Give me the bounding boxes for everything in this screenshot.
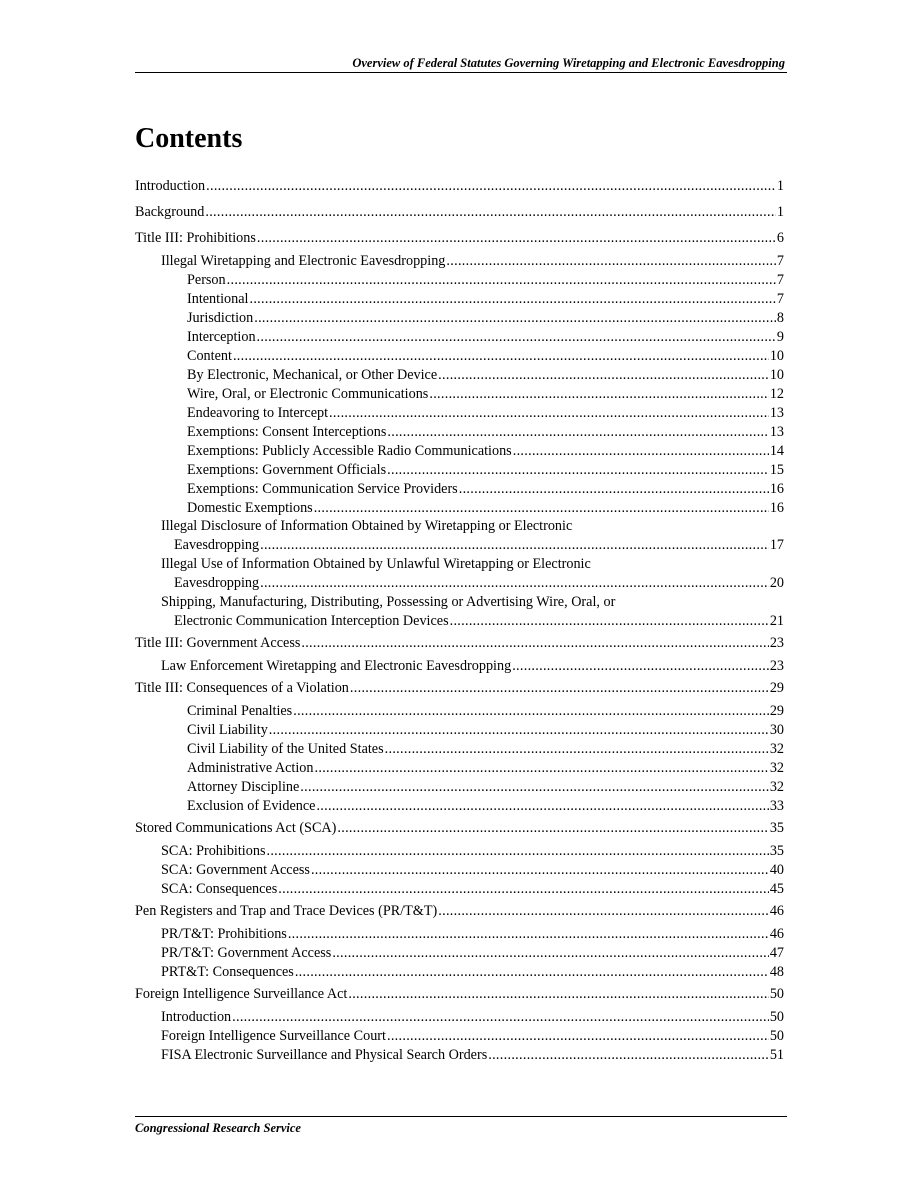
toc-entry-title-line1: Illegal Use of Information Obtained by Unlawful Wiretapping or Electronic [161,556,591,572]
toc-entry-title: Endeavoring to Intercept [187,405,329,421]
toc-entry[interactable] [135,203,784,221]
toc-entry-page: 50 [769,986,784,1002]
toc-entry-title: Exemptions: Government Officials [187,462,387,478]
toc-entry-page: 10 [769,367,784,383]
toc-entry[interactable] [135,347,784,365]
toc-leader-dots [337,819,768,837]
toc-entry[interactable] [135,880,784,898]
toc-leader-dots [512,657,769,675]
toc-entry[interactable] [135,902,784,920]
toc-leader-dots [233,347,769,365]
toc-leader-dots [446,252,776,270]
toc-entry[interactable] [135,290,784,308]
toc-leader-dots [314,499,769,517]
toc-entry-title: Wire, Oral, or Electronic Communications [187,386,429,402]
toc-entry-page: 48 [769,964,784,980]
toc-entry-page: 14 [769,443,784,459]
toc-leader-dots [227,271,776,289]
toc-entry-page: 16 [769,500,784,516]
toc-entry-page: 40 [769,862,784,878]
toc-leader-dots [459,480,769,498]
toc-entry-title: Content [187,348,232,364]
toc-leader-dots [348,985,768,1003]
toc-entry-title: Eavesdropping [174,575,260,591]
toc-entry[interactable] [135,385,784,403]
toc-entry-page: 23 [769,635,784,651]
toc-entry-page: 1 [776,204,784,220]
toc-entry-title: Exclusion of Evidence [187,798,316,814]
toc-leader-dots [429,385,768,403]
toc-entry-title: By Electronic, Mechanical, or Other Device [187,367,438,383]
toc-leader-dots [387,1027,769,1045]
toc-entry-title: PR/T&T: Prohibitions [161,926,287,942]
toc-leader-dots [249,290,775,308]
toc-entry[interactable] [135,612,784,630]
toc-leader-dots [450,612,769,630]
toc-entry[interactable] [135,1008,784,1026]
toc-leader-dots [205,203,776,221]
running-footer: Congressional Research Service [135,1121,301,1135]
toc-entry[interactable] [135,740,784,758]
toc-leader-dots [315,759,769,777]
toc-entry-page: 1 [776,178,784,194]
toc-entry-title: Civil Liability of the United States [187,741,384,757]
toc-entry[interactable] [135,404,784,422]
toc-entry[interactable] [135,861,784,879]
toc-entry-title: Civil Liability [187,722,268,738]
toc-entry-title: Foreign Intelligence Surveillance Act [135,986,348,1002]
toc-entry-page: 12 [769,386,784,402]
toc-leader-dots [266,842,768,860]
footer-rule [135,1116,787,1117]
toc-leader-dots [278,880,769,898]
toc-leader-dots [257,328,776,346]
toc-entry-title: Foreign Intelligence Surveillance Court [161,1028,386,1044]
toc-entry-title-line1: Shipping, Manufacturing, Distributing, Possessing or Advertising Wire, Oral, or [161,594,616,610]
toc-entry-page: 32 [769,741,784,757]
toc-leader-dots [385,740,769,758]
toc-entry-page: 29 [769,680,784,696]
toc-entry-page: 32 [769,760,784,776]
toc-leader-dots [301,634,768,652]
toc-entry[interactable] [135,1046,784,1064]
toc-entry-page: 13 [769,424,784,440]
toc-entry[interactable] [135,574,784,592]
toc-entry-page: 16 [769,481,784,497]
toc-entry-page: 46 [769,903,784,919]
toc-entry-title: Jurisdiction [187,310,254,326]
toc-entry-page: 7 [776,253,784,269]
toc-entry-title: Administrative Action [187,760,314,776]
toc-entry-page: 30 [769,722,784,738]
toc-entry[interactable] [135,271,784,289]
toc-entry-page: 50 [769,1028,784,1044]
toc-entry[interactable] [135,842,784,860]
toc-entry-title: Intentional [187,291,249,307]
toc-entry-title: Stored Communications Act (SCA) [135,820,337,836]
toc-leader-dots [387,423,768,441]
toc-leader-dots [257,229,776,247]
toc-entry[interactable] [135,721,784,739]
toc-entry[interactable] [135,819,784,837]
toc-entry-page: 21 [769,613,784,629]
running-header: Overview of Federal Statutes Governing Wiretapping and Electronic Eavesdropping [352,56,785,70]
toc-entry-page: 15 [769,462,784,478]
toc-entry[interactable] [135,442,784,460]
toc-entry-page: 10 [769,348,784,364]
toc-entry-page: 20 [769,575,784,591]
toc-entry-title: SCA: Prohibitions [161,843,266,859]
toc-leader-dots [311,861,769,879]
toc-leader-dots [438,366,769,384]
toc-entry-title: SCA: Consequences [161,881,278,897]
toc-entry-title: Interception [187,329,256,345]
toc-entry-title: Electronic Communication Interception Devices [174,613,449,629]
table-of-contents [135,0,784,1191]
toc-entry-title: Introduction [135,178,206,194]
toc-leader-dots [232,1008,769,1026]
toc-leader-dots [300,778,769,796]
toc-entry-page: 32 [769,779,784,795]
toc-entry-page: 7 [776,291,784,307]
toc-entry-page: 35 [769,820,784,836]
toc-entry[interactable] [135,480,784,498]
toc-entry-page: 8 [776,310,784,326]
toc-entry[interactable] [135,309,784,327]
toc-leader-dots [387,461,769,479]
toc-entry-title: Title III: Government Access [135,635,301,651]
toc-entry[interactable] [135,177,784,195]
toc-entry-title: FISA Electronic Surveillance and Physical Search Orders [161,1047,488,1063]
toc-entry-page: 9 [776,329,784,345]
toc-entry[interactable] [135,499,784,517]
toc-entry-page: 23 [769,658,784,674]
toc-entry-page: 45 [769,881,784,897]
toc-entry-title: Exemptions: Publicly Accessible Radio Communications [187,443,512,459]
toc-entry-title-line1: Illegal Disclosure of Information Obtained by Wiretapping or Electronic [161,518,573,534]
toc-leader-dots [206,177,776,195]
toc-leader-dots [332,944,769,962]
toc-entry-title: Pen Registers and Trap and Trace Devices (PR/T&T) [135,903,438,919]
toc-leader-dots [350,679,769,697]
toc-leader-dots [438,902,769,920]
toc-entry[interactable] [135,461,784,479]
toc-entry[interactable] [135,778,784,796]
toc-entry-title: Person [187,272,226,288]
toc-entry-title: Illegal Wiretapping and Electronic Eavesdropping [161,253,446,269]
toc-entry-title: Background [135,204,205,220]
toc-entry-title: Law Enforcement Wiretapping and Electronic Eavesdropping [161,658,512,674]
toc-entry-page: 47 [769,945,784,961]
toc-entry-page: 17 [769,537,784,553]
toc-entry-title: PR/T&T: Government Access [161,945,332,961]
toc-leader-dots [288,925,769,943]
toc-entry-page: 51 [769,1047,784,1063]
toc-leader-dots [254,309,776,327]
toc-entry-title: Attorney Discipline [187,779,300,795]
toc-entry[interactable] [135,1027,784,1045]
toc-entry-page: 13 [769,405,784,421]
toc-entry-title: Exemptions: Consent Interceptions [187,424,387,440]
toc-entry[interactable] [135,985,784,1003]
toc-entry[interactable] [135,657,784,675]
toc-entry-title: Introduction [161,1009,232,1025]
toc-entry[interactable] [135,759,784,777]
toc-entry[interactable] [135,944,784,962]
toc-leader-dots [269,721,769,739]
toc-entry-page: 50 [769,1009,784,1025]
toc-entry[interactable] [135,536,784,554]
toc-entry[interactable] [135,679,784,697]
toc-entry[interactable] [135,963,784,981]
toc-leader-dots [260,536,769,554]
toc-entry[interactable] [135,797,784,815]
toc-entry-page: 29 [769,703,784,719]
toc-leader-dots [316,797,768,815]
toc-entry[interactable] [135,423,784,441]
toc-entry-title: Exemptions: Communication Service Providers [187,481,458,497]
toc-entry-title: Eavesdropping [174,537,260,553]
toc-leader-dots [260,574,769,592]
toc-entry-page: 35 [769,843,784,859]
toc-entry[interactable] [135,925,784,943]
toc-entry-title: Title III: Prohibitions [135,230,256,246]
page-title: Contents [135,123,243,154]
toc-leader-dots [293,702,769,720]
toc-entry-title: SCA: Government Access [161,862,310,878]
toc-entry-title: Criminal Penalties [187,703,293,719]
toc-entry-page: 6 [776,230,784,246]
toc-entry-title: Domestic Exemptions [187,500,313,516]
toc-entry-page: 46 [769,926,784,942]
toc-entry[interactable] [135,252,784,270]
toc-entry[interactable] [135,328,784,346]
toc-entry-title: Title III: Consequences of a Violation [135,680,349,696]
toc-leader-dots [329,404,769,422]
toc-entry[interactable] [135,702,784,720]
toc-entry[interactable] [135,366,784,384]
toc-entry-title: PRT&T: Consequences [161,964,294,980]
toc-leader-dots [513,442,769,460]
toc-entry[interactable] [135,634,784,652]
toc-entry-page: 33 [769,798,784,814]
toc-leader-dots [295,963,769,981]
toc-entry-page: 7 [776,272,784,288]
toc-leader-dots [488,1046,769,1064]
toc-entry[interactable] [135,229,784,247]
